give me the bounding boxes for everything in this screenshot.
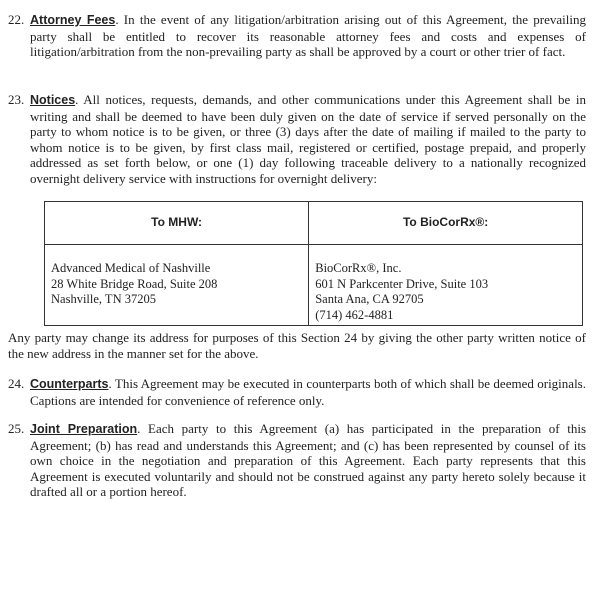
section-22 xyxy=(8,12,586,60)
address-line: (714) 462-4881 xyxy=(315,307,394,322)
address-line: Nashville, TN 37205 xyxy=(51,292,156,306)
section-number: 22. xyxy=(8,12,25,27)
section-body: . Each party to this Agreement (a) has participated in the preparation of this Agreement; (b) has read and understands this Agreement; and (c) has been represented by counsel of its own choice in the negotiation and preparation of this Agreement. Each party represents that this Agreement is executed voluntarily and should not be construed against any party hereto solely because it drafted all or a portion hereof. xyxy=(30,421,587,499)
mhw-header: To MHW: xyxy=(45,202,309,245)
address-line: 601 N Parkcenter Drive, Suite 103 xyxy=(315,276,489,291)
address-line: BioCorRx®, Inc. xyxy=(315,261,402,275)
notice-address-table xyxy=(44,201,583,326)
section-number: 24. xyxy=(8,376,25,391)
section-heading: Counterparts xyxy=(30,377,109,391)
mhw-address xyxy=(45,245,309,326)
section-heading: Joint Preparation xyxy=(30,422,138,436)
biocorrx-header: To BioCorRx®: xyxy=(309,202,583,245)
section-24 xyxy=(8,376,586,408)
address-line: 28 White Bridge Road, Suite 208 xyxy=(51,276,218,291)
section-number: 23. xyxy=(8,92,25,107)
address-line: Santa Ana, CA 92705 xyxy=(315,292,424,306)
section-heading: Notices xyxy=(30,93,76,107)
section-25 xyxy=(8,421,586,500)
section-body: . In the event of any litigation/arbitration arising out of this Agreement, the prevailing party shall be entitled to recover its reasonable attorney fees and costs and expenses of litigation/arbitration from the non-prevailing party as shall be approved by a court or other trier of fact. xyxy=(30,12,586,59)
address-change-paragraph: Any party may change its address for purposes of this Section 24 by giving the other party written notice of the new address in the manner set for the above. xyxy=(8,330,586,361)
address-line: Advanced Medical of Nashville xyxy=(51,261,211,275)
biocorrx-address xyxy=(309,245,583,326)
section-number: 25. xyxy=(8,421,25,436)
section-body: . All notices, requests, demands, and other communications under this Agreement shall be in writing and shall be deemed to have been duly given on the date of service if served personally on the party to whom notice is to be given, or three (3) days after the date of mailing if mailed to the party to whom notice is to be given, by first class mail, registered or certified, postage prepaid, and properly addressed as set forth below, or one (1) day following traceable delivery to a nationally recognized overnight delivery service with instructions for overnight delivery: xyxy=(30,92,586,186)
section-23 xyxy=(8,92,586,186)
section-body: . This Agreement may be executed in counterparts both of which shall be deemed originals. Captions are intended for convenience of reference only. xyxy=(30,376,586,408)
section-heading: Attorney Fees xyxy=(30,13,116,27)
